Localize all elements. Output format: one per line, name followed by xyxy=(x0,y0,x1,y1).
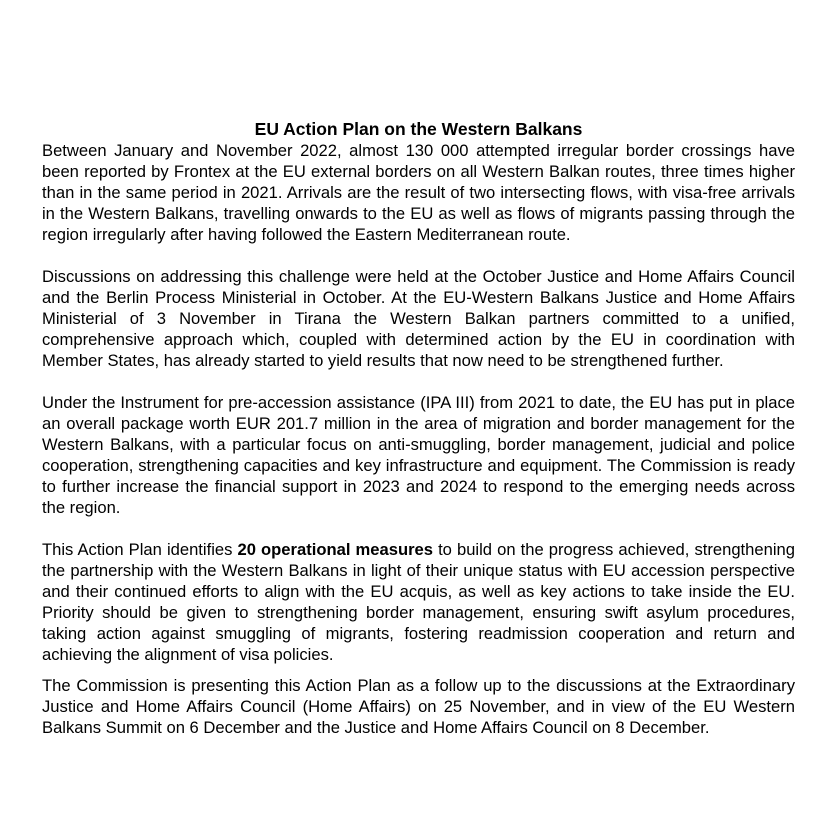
paragraph-ipa-funding: Under the Instrument for pre-accession assistance (IPA III) from 2021 to date, the EU has put in place an overall package worth EUR 201.7 million in the area of migration and border management for the Western Balkans, with a particular focus on anti-smuggling, border management, judicial and police cooperation, strengthening capacities and key infrastructure and equipment. The Commission is ready to further increase the financial support in 2023 and 2024 to respond to the emerging needs across the region. xyxy=(42,393,795,517)
paragraph-discussions: Discussions on addressing this challenge were held at the October Justice and Home Affairs Council and the Berlin Process Ministerial in October. At the EU-Western Balkans Justice and Home Affairs Ministerial of 3 November in Tirana the Western Balkan partners committed to a unified, comprehensive approach which, coupled with determined action by the EU in coordination with Member States, has already started to yield results that now need to be strengthened further. xyxy=(42,267,795,370)
measures-count-highlight: 20 operational measures xyxy=(237,540,434,559)
paragraph-follow-up: The Commission is presenting this Action Plan as a follow up to the discussions at the Extraordinary Justice and Home Affairs Council (Home Affairs) on 25 November, and in view of the EU Western Balkans Summit on 6 December and the Justice and Home Affairs Council on 8 December. xyxy=(42,676,795,737)
measures-text-start: This Action Plan identifies xyxy=(42,540,238,559)
paragraph-operational-measures xyxy=(42,539,795,665)
measures-text-end: to build on the progress achieved, strengthening the partnership with the Western Balkans in light of their unique status with EU accession perspective and their continued efforts to align with the EU acquis, as well as key actions to take inside the EU. Priority should be given to strengthening border management, ensuring swift asylum procedures, taking action against smuggling of migrants, fostering readmission cooperation and return and achieving the alignment of visa policies. xyxy=(42,540,796,664)
document-title: EU Action Plan on the Western Balkans xyxy=(254,119,583,139)
document-body xyxy=(42,118,795,738)
paragraph-irregular-crossings: Between January and November 2022, almost 130 000 attempted irregular border crossings have been reported by Frontex at the EU external borders on all Western Balkan routes, three times higher than in the same period in 2021. Arrivals are the result of two intersecting flows, with visa-free arrivals in the Western Balkans, travelling onwards to the EU as well as flows of migrants passing through the region irregularly after having followed the Eastern Mediterranean route. xyxy=(42,141,795,244)
